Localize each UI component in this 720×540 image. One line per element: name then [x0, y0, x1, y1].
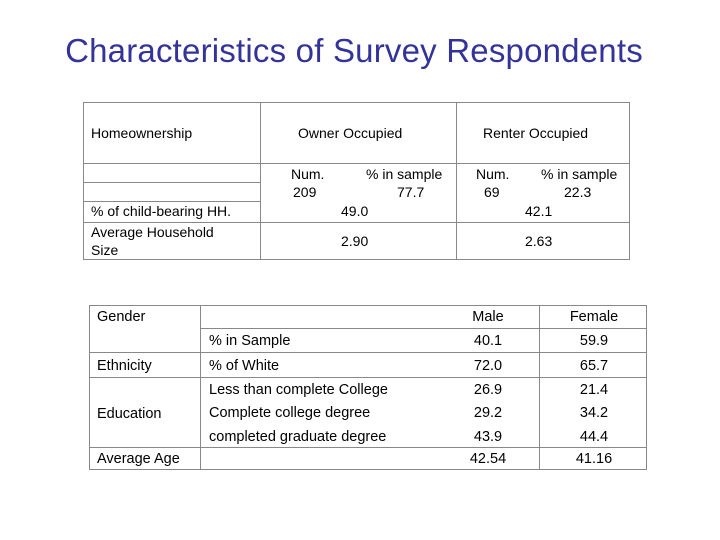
table1-top-border: [83, 102, 630, 103]
table2-row-divider: [89, 447, 647, 448]
table2-top-border: [89, 305, 647, 306]
education-complete-college: Complete college degree: [209, 405, 371, 421]
education-graduate: completed graduate degree: [209, 429, 387, 445]
renter-pct-label: % in sample: [541, 166, 618, 182]
gender-label: Gender: [97, 309, 146, 325]
renter-occupied-header: Renter Occupied: [483, 125, 589, 141]
renter-num-value: 69: [484, 184, 500, 200]
pct-white-female: 65.7: [579, 358, 609, 374]
education-less-female: 21.4: [579, 382, 609, 398]
female-header: Female: [569, 309, 619, 325]
child-bearing-renter: 42.1: [525, 203, 553, 219]
table1-label-divider: [83, 201, 260, 202]
education-less-male: 26.9: [473, 382, 503, 398]
ethnicity-label: Ethnicity: [97, 358, 152, 374]
homeownership-label: Homeownership: [91, 125, 193, 141]
renter-pct-value: 22.3: [564, 184, 592, 200]
education-complete-male: 29.2: [473, 405, 503, 421]
pct-white-label: % of White: [209, 358, 280, 374]
table2-left-border: [89, 305, 90, 470]
slide-title: Characteristics of Survey Respondents: [65, 32, 643, 69]
table1-col-divider: [456, 102, 457, 260]
table1-row-divider: [83, 222, 630, 223]
table2-col-divider: [539, 305, 540, 470]
education-graduate-male: 43.9: [473, 429, 503, 445]
table2-col-divider: [200, 305, 201, 470]
table1-header-divider: [83, 163, 630, 164]
table1-col-divider: [260, 102, 261, 260]
in-sample-female: 59.9: [579, 333, 609, 349]
education-label: Education: [97, 406, 162, 422]
owner-num-value: 209: [293, 184, 317, 200]
avg-household-owner: 2.90: [341, 233, 369, 249]
pct-white-male: 72.0: [473, 358, 503, 374]
in-sample-label: % in Sample: [209, 333, 291, 349]
renter-num-label: Num.: [476, 166, 510, 182]
owner-pct-value: 77.7: [397, 184, 425, 200]
table2-bottom-border: [89, 469, 647, 470]
average-age-female: 41.16: [575, 451, 613, 467]
education-less-than-college: Less than complete College: [209, 382, 388, 398]
avg-household-label-line1: Average Household: [91, 224, 214, 240]
table1-label-divider: [83, 182, 260, 183]
table2-row-divider: [89, 377, 647, 378]
owner-num-label: Num.: [291, 166, 325, 182]
child-bearing-owner: 49.0: [341, 203, 369, 219]
child-bearing-label: % of child-bearing HH.: [91, 203, 232, 219]
education-graduate-female: 44.4: [579, 429, 609, 445]
table1-right-border: [629, 102, 630, 260]
table1-bottom-border: [83, 259, 630, 260]
in-sample-male: 40.1: [473, 333, 503, 349]
table2-row-divider: [89, 352, 647, 353]
avg-household-renter: 2.63: [525, 233, 553, 249]
table2-right-border: [646, 305, 647, 470]
education-complete-female: 34.2: [579, 405, 609, 421]
avg-household-label-line2: Size: [91, 242, 119, 258]
owner-occupied-header: Owner Occupied: [298, 125, 403, 141]
average-age-label: Average Age: [97, 451, 180, 467]
average-age-male: 42.54: [469, 451, 507, 467]
table1-left-border: [83, 102, 84, 260]
owner-pct-label: % in sample: [366, 166, 443, 182]
male-header: Male: [472, 309, 504, 325]
table2-row-divider: [200, 328, 647, 329]
